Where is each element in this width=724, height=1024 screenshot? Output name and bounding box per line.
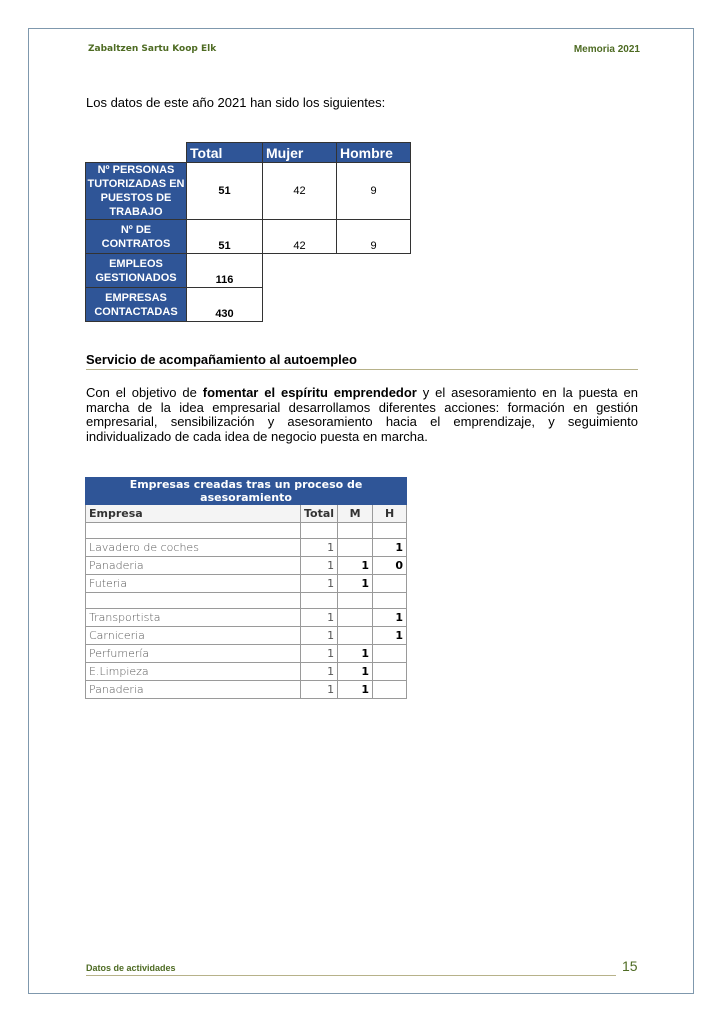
cell-total: 430 xyxy=(187,288,263,322)
spacer-cell xyxy=(86,593,301,609)
table-row xyxy=(86,539,407,557)
cell-hombre: 9 xyxy=(337,163,411,220)
cell-h: 1 xyxy=(373,609,407,627)
cell-empresa: Perfumería xyxy=(86,645,301,663)
empty-cell xyxy=(263,254,337,288)
spacer-cell xyxy=(301,593,338,609)
cell-m xyxy=(338,609,373,627)
cell-empresa: Carniceria xyxy=(86,627,301,645)
col-total: Total xyxy=(301,505,338,523)
table-row xyxy=(86,681,407,699)
spacer-row xyxy=(86,523,407,539)
cell-total: 51 xyxy=(187,220,263,254)
cell-total: 116 xyxy=(187,254,263,288)
stats-corner xyxy=(86,143,187,163)
cell-h: 1 xyxy=(373,627,407,645)
cell-total: 1 xyxy=(301,663,338,681)
table-row xyxy=(86,645,407,663)
para-text-2: y el asesoramiento en la puesta en marcha de la idea empresarial desarrollamos diferentes acciones: formación en gestión empresarial, sensibilización y asesoramiento hacia el emprendizaje, y seguimiento individualizado de cada idea de negocio puesta en marcha. xyxy=(86,385,638,444)
section-title: Servicio de acompañamiento al autoempleo xyxy=(86,352,638,370)
table-row xyxy=(86,557,407,575)
companies-caption: Empresas creadas tras un proceso de asesoramiento xyxy=(86,478,407,505)
companies-table xyxy=(85,477,407,699)
cell-total: 1 xyxy=(301,627,338,645)
header-organization: Zabaltzen Sartu Koop Elk xyxy=(88,44,217,54)
spacer-cell xyxy=(373,523,407,539)
col-empresa: Empresa xyxy=(86,505,301,523)
table-row xyxy=(86,609,407,627)
cell-h xyxy=(373,645,407,663)
cell-empresa: Panaderia xyxy=(86,681,301,699)
intro-text: Los datos de este año 2021 han sido los siguientes: xyxy=(86,95,386,110)
cell-total: 1 xyxy=(301,539,338,557)
row-label-empleos: EMPLEOS GESTIONADOS xyxy=(86,254,187,288)
para-bold-text: fomentar el espíritu emprendedor xyxy=(202,385,417,400)
cell-hombre: 9 xyxy=(337,220,411,254)
empty-cell xyxy=(337,254,411,288)
cell-h: 0 xyxy=(373,557,407,575)
stats-row xyxy=(86,220,411,254)
cell-total: 51 xyxy=(187,163,263,220)
col-h: H xyxy=(373,505,407,523)
table-row xyxy=(86,575,407,593)
cell-m: 1 xyxy=(338,645,373,663)
table-row xyxy=(86,663,407,681)
cell-mujer: 42 xyxy=(263,163,337,220)
cell-total: 1 xyxy=(301,575,338,593)
cell-empresa: Panaderia xyxy=(86,557,301,575)
cell-h xyxy=(373,663,407,681)
cell-total: 1 xyxy=(301,609,338,627)
footer-rule xyxy=(86,975,616,976)
header-report-title: Memoria 2021 xyxy=(573,44,640,55)
stats-table xyxy=(85,142,411,322)
companies-header-row xyxy=(86,505,407,523)
stats-row xyxy=(86,254,411,288)
col-total: Total xyxy=(187,143,263,163)
cell-empresa: E.Limpieza xyxy=(86,663,301,681)
spacer-cell xyxy=(338,523,373,539)
row-label-empresas: EMPRESAS CONTACTADAS xyxy=(86,288,187,322)
row-label-tutorizadas: Nº PERSONAS TUTORIZADAS EN PUESTOS DE TRABAJO xyxy=(86,163,187,220)
empty-cell xyxy=(263,288,337,322)
cell-empresa: Futeria xyxy=(86,575,301,593)
footer-section-name: Datos de actividades xyxy=(86,963,176,973)
page-number: 15 xyxy=(622,958,638,974)
cell-empresa: Transportista xyxy=(86,609,301,627)
cell-m: 1 xyxy=(338,681,373,699)
row-label-contratos: Nº DE CONTRATOS xyxy=(86,220,187,254)
stats-row xyxy=(86,288,411,322)
section-paragraph xyxy=(86,386,638,444)
empty-cell xyxy=(337,288,411,322)
cell-m: 1 xyxy=(338,575,373,593)
cell-h: 1 xyxy=(373,539,407,557)
table-row xyxy=(86,627,407,645)
cell-total: 1 xyxy=(301,645,338,663)
col-m: M xyxy=(338,505,373,523)
spacer-cell xyxy=(338,593,373,609)
cell-h xyxy=(373,575,407,593)
companies-caption-row xyxy=(86,478,407,505)
cell-m: 1 xyxy=(338,663,373,681)
cell-m xyxy=(338,627,373,645)
stats-row xyxy=(86,163,411,220)
spacer-cell xyxy=(86,523,301,539)
cell-h xyxy=(373,681,407,699)
spacer-row xyxy=(86,593,407,609)
spacer-cell xyxy=(373,593,407,609)
cell-total: 1 xyxy=(301,557,338,575)
cell-total: 1 xyxy=(301,681,338,699)
spacer-cell xyxy=(301,523,338,539)
cell-m xyxy=(338,539,373,557)
stats-header-row xyxy=(86,143,411,163)
cell-mujer: 42 xyxy=(263,220,337,254)
cell-m: 1 xyxy=(338,557,373,575)
cell-empresa: Lavadero de coches xyxy=(86,539,301,557)
col-mujer: Mujer xyxy=(263,143,337,163)
para-text-1: Con el objetivo de xyxy=(86,385,203,400)
col-hombre: Hombre xyxy=(337,143,411,163)
